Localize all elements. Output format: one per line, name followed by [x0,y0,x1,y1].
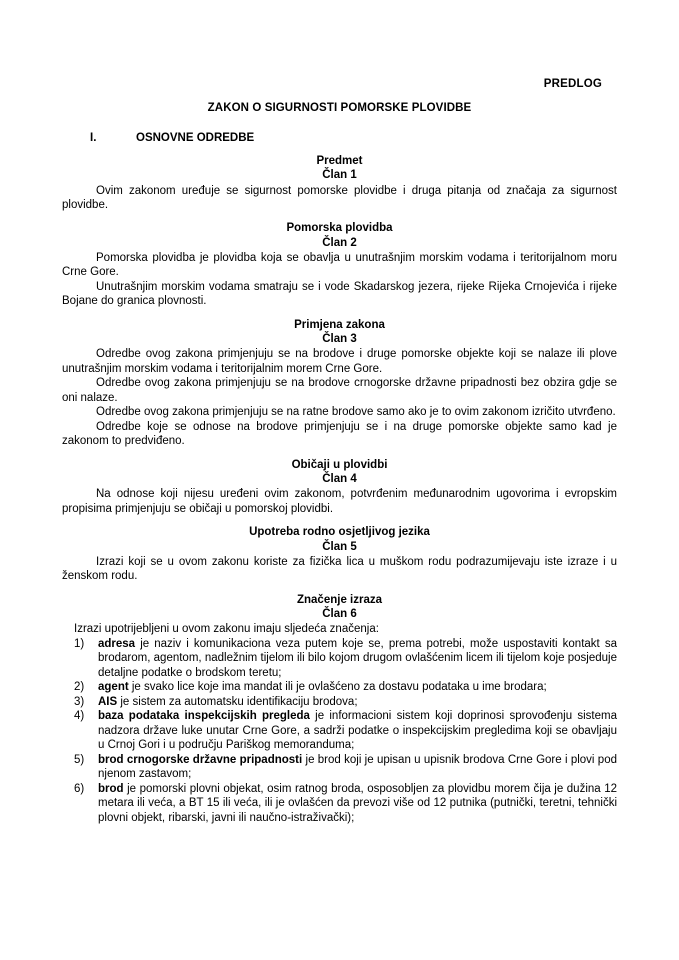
definitions-list [62,637,617,825]
list-item [62,695,617,709]
definition-text: je informacioni sistem koji doprinosi sprovođenju sistema nadzora države luke unutar Crne Gore, a sadrži podatke o inspekcijskim pregledima koji se obavljaju u Crnoj Gori i u području Pariškog memoranduma; [98,710,617,752]
definition-term: AIS [98,695,118,708]
list-marker: 6) [74,782,85,795]
definition-term: baza podataka inspekcijskih pregleda [98,710,310,723]
section-heading: Običaji u plovidbi [291,458,388,471]
section-upotreba-rodno-osjetljivog-jezika [62,525,617,583]
definition-term: brod crnogorske državne pripadnosti [98,753,303,766]
section-heading: Primjena zakona [294,318,385,331]
chapter-label: OSNOVNE ODREDBE [136,132,255,144]
section-heading: Značenje izraza [296,593,382,606]
section-predmet [62,154,617,212]
list-marker: 3) [74,695,85,708]
section-primjena-zakona [62,318,617,449]
paragraph: Odredbe ovog zakona primjenjuju se na brodove crnogorske državne pripadnosti bez obzira gdje se oni nalaze. [62,377,617,404]
paragraph: Odredbe ovog zakona primjenjuju se na brodove i druge pomorske objekte koji se nalaze ili plove unutrašnjim morskim vodama i teritorijalnim morem Crne Gore. [62,348,617,375]
list-item [62,753,617,782]
section-obicaji-u-plovidbi [62,458,617,516]
list-item [62,637,617,680]
section-heading: Upotreba rodno osjetljivog jezika [249,526,430,539]
document-title: ZAKON O SIGURNOSTI POMORSKE PLOVIDBE [207,102,472,114]
article-number: Član 4 [322,473,357,486]
paragraph: Ovim zakonom uređuje se sigurnost pomorske plovidbe i druga pitanja od značaja za sigurnost plovidbe. [62,184,617,211]
list-item [62,782,617,825]
definitions-intro: Izrazi upotrijebljeni u ovom zakonu imaju sljedeća značenja: [74,623,379,636]
paragraph: Izrazi koji se u ovom zakonu koriste za fizička lica u muškom rodu podrazumijevaju iste izraze i u ženskom rodu. [62,555,617,583]
definition-text: je brod koji je upisan u upisnik brodova Crne Gore i plovi pod njenom zastavom; [98,753,617,781]
definition-text: je svako lice koje ima mandat ili je ovlašćeno za dostavu podataka u ime brodara; [128,681,547,694]
list-marker: 1) [74,637,85,650]
section-pomorska-plovidba [62,221,617,308]
chapter-number: I. [90,132,97,144]
section-znacenje-izraza [62,593,617,825]
definition-term: agent [98,681,129,694]
article-number: Član 1 [322,169,357,182]
definition-text: je naziv i komunikaciona veza putem koje se, prema potrebi, može uspostaviti kontakt sa brodarom, agentom, nadležnim tijelom ili bilo kojom drugom ovlašćenim licem ili tijelom koje posjeduje detaljne podatke o brodskom teretu; [98,637,617,679]
paragraph: Na odnose koji nijesu uređeni ovim zakonom, potvrđenim međunarodnim ugovorima i evropskim propisima primjenjuju se običaji u pomorskoj plovidbi. [62,488,617,515]
chapter-heading [62,132,617,144]
article-number: Član 2 [322,236,357,249]
list-marker: 5) [74,753,85,766]
article-number: Član 6 [322,607,357,620]
list-item [62,680,617,694]
list-item [62,709,617,752]
paragraph: Odredbe koje se odnose na brodove primjenjuju se i na druge pomorske objekte samo kad je zakonom to predviđeno. [62,420,617,448]
definition-text: je sistem za automatsku identifikaciju brodova; [117,695,358,708]
paragraph: Odredbe ovog zakona primjenjuju se na ratne brodove samo ako je to ovim zakonom izričito utvrđeno. [96,406,616,419]
header-predlog: PREDLOG [543,78,602,90]
paragraph: Pomorska plovidba je plovidba koja se obavlja u unutrašnjim morskim vodama i teritorijalnom moru Crne Gore. [62,251,617,279]
definition-term: adresa [98,637,136,650]
definition-text: je pomorski plovni objekat, osim ratnog broda, osposobljen za plovidbu morem čija je dužina 12 metara ili veća, a BT 15 ili veća, ili je ovlašćen da prevozi više od 12 putnika (putnički, teretni, tehnički plovni objekt, ribarski, javni ili naučno-istraživački); [98,782,617,824]
section-heading: Predmet [316,155,363,167]
list-marker: 2) [74,681,85,694]
section-heading: Pomorska plovidba [286,222,393,235]
definition-term: brod [98,782,124,795]
article-number: Član 5 [322,540,357,553]
paragraph: Unutrašnjim morskim vodama smatraju se i vode Skadarskog jezera, rijeke Rijeka Crnojevića i rijeke Bojane do granica plovnosti. [62,280,617,308]
article-number: Član 3 [322,333,357,346]
list-marker: 4) [74,710,85,723]
